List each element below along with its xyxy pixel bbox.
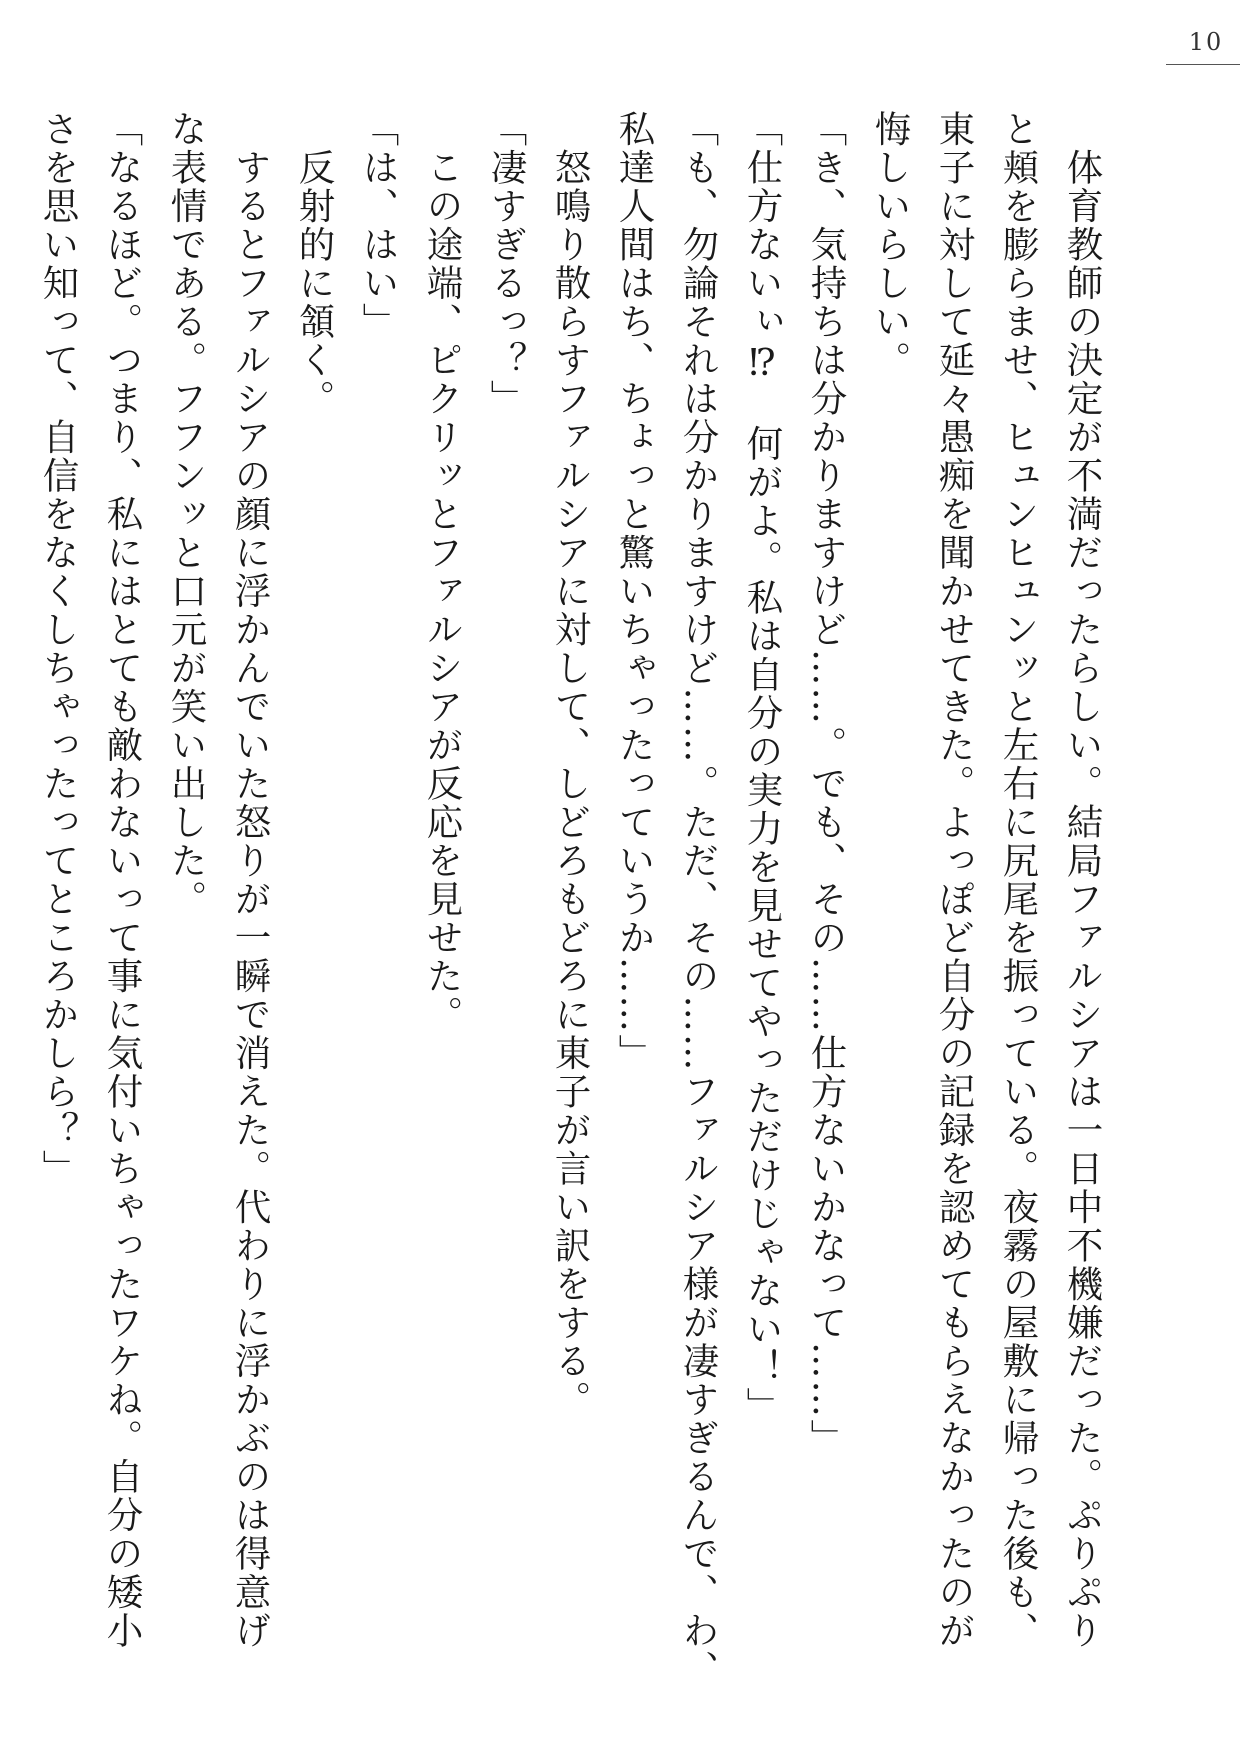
text-line: 「き、気持ちは分かりますけど……。でも、その……仕方ないかなって……」: [805, 110, 848, 1458]
text-line: 怒鳴り散らすファルシアに対して、しどろもどろに東子が言い訳をする。: [549, 110, 592, 1419]
text-line: この途端、ピクリッとファルシアが反応を見せた。: [421, 110, 464, 1034]
text-line: 「も、勿論それは分かりますけど……。ただ、その……ファルシア様が凄すぎるんで、わ、: [677, 110, 720, 1689]
text-line: 反射的に頷く。: [293, 110, 336, 418]
text-line: するとファルシアの顔に浮かんでいた怒りが一瞬で消えた。代わりに浮かぶのは得意げ: [229, 110, 272, 1650]
text-line: と頬を膨らませ、ヒュンヒュンッと左右に尻尾を振っている。夜霧の屋敷に帰った後も、: [997, 110, 1040, 1650]
text-line: な表情である。フフンッと口元が笑い出した。: [165, 110, 208, 919]
text-line: さを思い知って、自信をなくしちゃったってところかしら？」: [37, 110, 80, 1188]
text-line: 体育教師の決定が不満だったらしい。結局ファルシアは一日中不機嫌だった。ぷりぷり: [1061, 110, 1104, 1650]
page-number: 10: [1188, 28, 1224, 56]
page-number-rule: [1166, 64, 1240, 65]
text-line: 「は、はい」: [357, 110, 400, 341]
text-line: 悔しいらしい。: [869, 110, 912, 380]
vertical-text-body: [37, 110, 1114, 1689]
text-line: 東子に対して延々愚痴を聞かせてきた。よっぽど自分の記録を認めてもらえなかったのが: [933, 110, 976, 1650]
text-line: 「仕方ないぃ⁉ 何がよ。私は自分の実力を見せてやっただけじゃない！」: [741, 110, 784, 1426]
text-line: 私達人間はち、ちょっと驚いちゃったっていうか……」: [613, 110, 656, 1073]
text-line: 「凄すぎるっ？」: [485, 110, 528, 418]
text-line: 「なるほど。つまり、私にはとても敵わないって事に気付いちゃったワケね。自分の矮小: [101, 110, 144, 1650]
